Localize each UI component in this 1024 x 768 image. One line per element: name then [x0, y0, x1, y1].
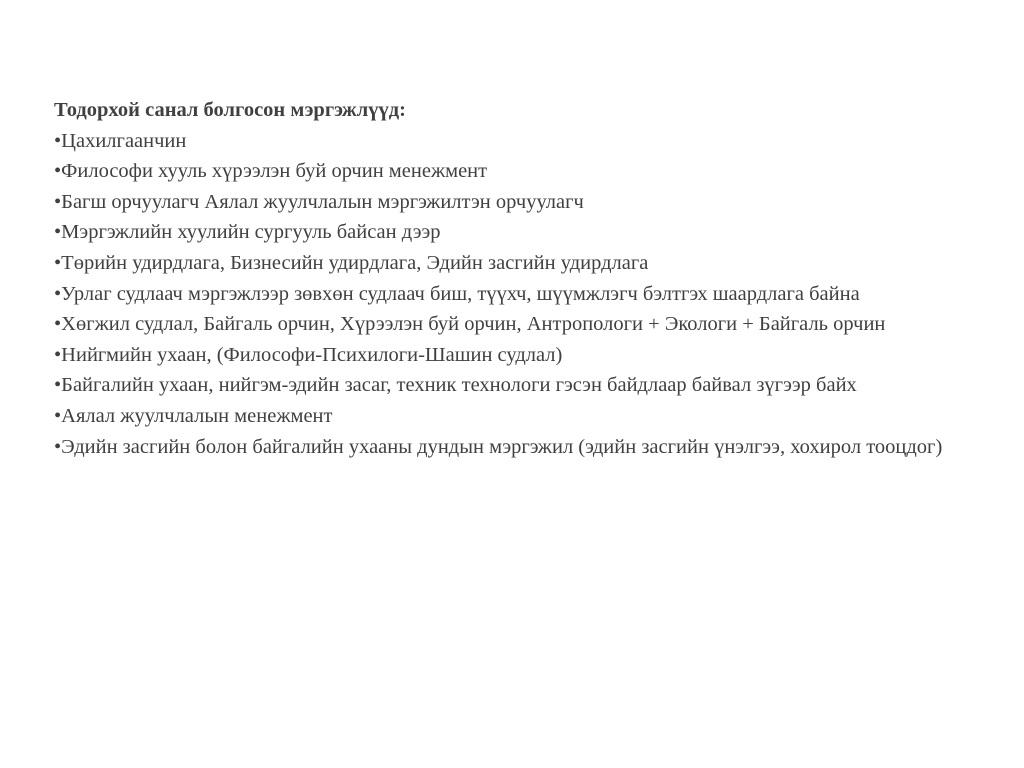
- list-item: •Цахилгаанчин: [54, 129, 187, 152]
- list-item: •Мэргэжлийн хуулийн сургууль байсан дээр: [54, 221, 441, 244]
- list-item: •Багш орчуулагч Аялал жуулчлалын мэргэжилтэн орчуулагч: [54, 190, 584, 213]
- list-item: •Төрийн удирдлага, Бизнесийн удирдлага, Эдийн засгийн удирдлага: [54, 251, 649, 274]
- list-item: •Урлаг судлаач мэргэжлээр зөвхөн судлаач биш, түүхч, шүүмжлэгч бэлтгэх шаардлага байна: [54, 282, 860, 305]
- list-item: •Хөгжил судлал, Байгаль орчин, Хүрээлэн буй орчин, Антропологи + Экологи + Байгаль орчин: [54, 313, 886, 336]
- slide-heading: Тодорхой санал болгосон мэргэжлүүд:: [54, 99, 406, 121]
- slide-content: [54, 95, 994, 462]
- list-item: •Байгалийн ухаан, нийгэм-эдийн засаг, техник технологи гэсэн байдлаар байвал зүгээр байх: [54, 374, 857, 397]
- list-item: •Философи хууль хүрээлэн буй орчин менежмент: [54, 160, 488, 183]
- profession-list: [54, 126, 994, 463]
- list-item: •Аялал жуулчлалын менежмент: [54, 404, 333, 427]
- list-item: •Эдийн засгийн болон байгалийн ухааны дундын мэргэжил (эдийн засгийн үнэлгээ, хохирол тооцдог): [54, 435, 943, 458]
- list-item: •Нийгмийн ухаан, (Философи-Психилоги-Шашин судлал): [54, 343, 563, 366]
